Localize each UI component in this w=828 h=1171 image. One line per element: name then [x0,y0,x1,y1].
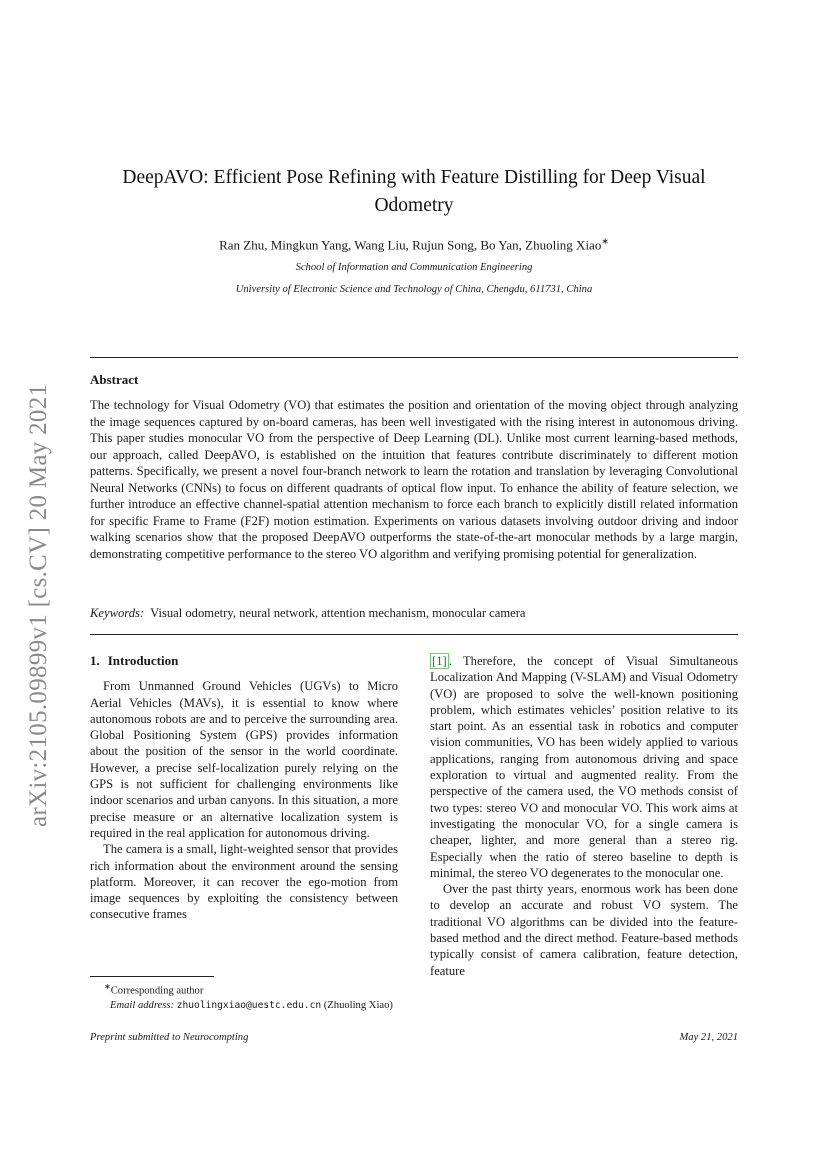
page-footer [90,1032,738,1043]
right-column [430,653,738,979]
intro-paragraph-1: From Unmanned Ground Vehicles (UGVs) to Micro Aerial Vehicles (MAVs), it is essential to know where autonomous robots are and to perceive the surrounding area. Global Positioning System (GPS) provides information about the position of the sensor in the world coordinate. However, a precise self-localization purely relying on the GPS is not sufficient for challenging environments like indoor scenarios and urban canyons. In this situation, a more precise measure or an alternative localization system is required in the real application for autonomous driving. [90,679,398,840]
keywords-list: Visual odometry, neural network, attention mechanism, monocular camera [150,606,526,620]
footnote-corresponding-text: Corresponding author [110,985,204,997]
keywords-label: Keywords: [90,606,145,620]
section-number: 1. [90,653,100,668]
corresponding-mark: ∗ [601,236,609,246]
abstract-body: The technology for Visual Odometry (VO) that estimates the position and orientation of the moving object through analyzing the image sequences captured by on-board cameras, has been well investigated with the rising interest in autonomous driving. This paper studies monocular VO from the perspective of Deep Learning (DL). Unlike most current learning-based methods, our approach, called DeepAVO, is established on the intuition that features contribute discriminately to different motion patterns. Specifically, we present a novel four-branch network to learn the rotation and translation by leveraging Convolutional Neural Networks (CNNs) to focus on different quadrants of optical flow input. To enhance the ability of feature selection, we further introduce an effective channel-spatial attention mechanism to force each branch to explicitly distill related information for specific Frame to Frame (F2F) motion estimation. Experiments on various datasets involving outdoor driving and indoor walking scenarios show that the proposed DeepAVO outperforms the state-of-the-art monocular methods by a large margin, demonstrating competitive performance to the stereo VO algorithm and verifying promising potential for generalization. [90,398,738,561]
abstract-heading: Abstract [90,372,139,387]
intro-paragraph-2: The camera is a small, light-weighted sensor that provides rich information about the environment around the sensing platform. Moreover, it can recover the ego-motion from image sequences by exploiting the consistency between consecutive frames [90,842,398,922]
footnote [90,980,398,1013]
footnote-mark: ∗ [104,982,111,991]
footnote-email-line [90,999,398,1013]
paper-title: DeepAVO: Efficient Pose Refining with Feature Distilling for Deep Visual Odometry [122,167,706,216]
abstract-top-rule [90,357,738,358]
footnote-rule [90,976,214,977]
section-heading [90,653,398,669]
intro-paragraph-4: Over the past thirty years, enormous work has been done to develop an accurate and robust VO system. The traditional VO algorithms can be divided into the feature-based method and the direct method. Feature-based methods typically consist of camera calibration, feature detection, feature [430,882,738,978]
email-suffix: (Zhuoling Xiao) [321,999,393,1011]
citation-link[interactable]: [1] [432,654,447,668]
intro-paragraph-3 [430,653,738,881]
keywords-line [90,606,738,621]
affiliation-university: University of Electronic Science and Technology of China, Chengdu, 611731, China [235,284,593,295]
email-address[interactable]: zhuolingxiao@uestc.edu.cn [176,999,322,1011]
section-title: Introduction [107,653,179,668]
left-column [90,653,398,923]
author-names: Ran Zhu, Mingkun Yang, Wang Liu, Rujun Song, Bo Yan, Zhuoling Xiao [219,237,602,253]
footer-date: May 21, 2021 [679,1032,738,1043]
email-label: Email address: [110,999,175,1011]
keywords-bottom-rule [90,634,738,635]
footer-submission: Preprint submitted to Neurocompting [90,1032,249,1043]
arxiv-identifier: arXiv:2105.09899v1 [cs.CV] 20 May 2021 [25,383,52,827]
footnote-corresponding [90,980,398,999]
affiliation-school: School of Information and Communication Engineering [295,262,533,273]
author-list [90,236,738,253]
intro-paragraph-3-text: . Therefore, the concept of Visual Simultaneous Localization And Mapping (V-SLAM) and Visual Odometry (VO) are proposed to solve the well-known positioning problem, which estimates vehicles’ position relative to its start point. As an essential task in robotics and computer vision communities, VO has been widely applied to various applications, ranging from autonomous driving and space exploration to virtual and augmented reality. From the perspective of the camera used, the VO methods consist of two types: stereo VO and monocular VO. This work aims at investigating the monocular VO, for a single camera is cheaper, lighter, and more general than a stereo rig. Especially when the ratio of stereo baseline to depth is minimal, the stereo VO degenerates to the monocular one. [430,654,738,880]
